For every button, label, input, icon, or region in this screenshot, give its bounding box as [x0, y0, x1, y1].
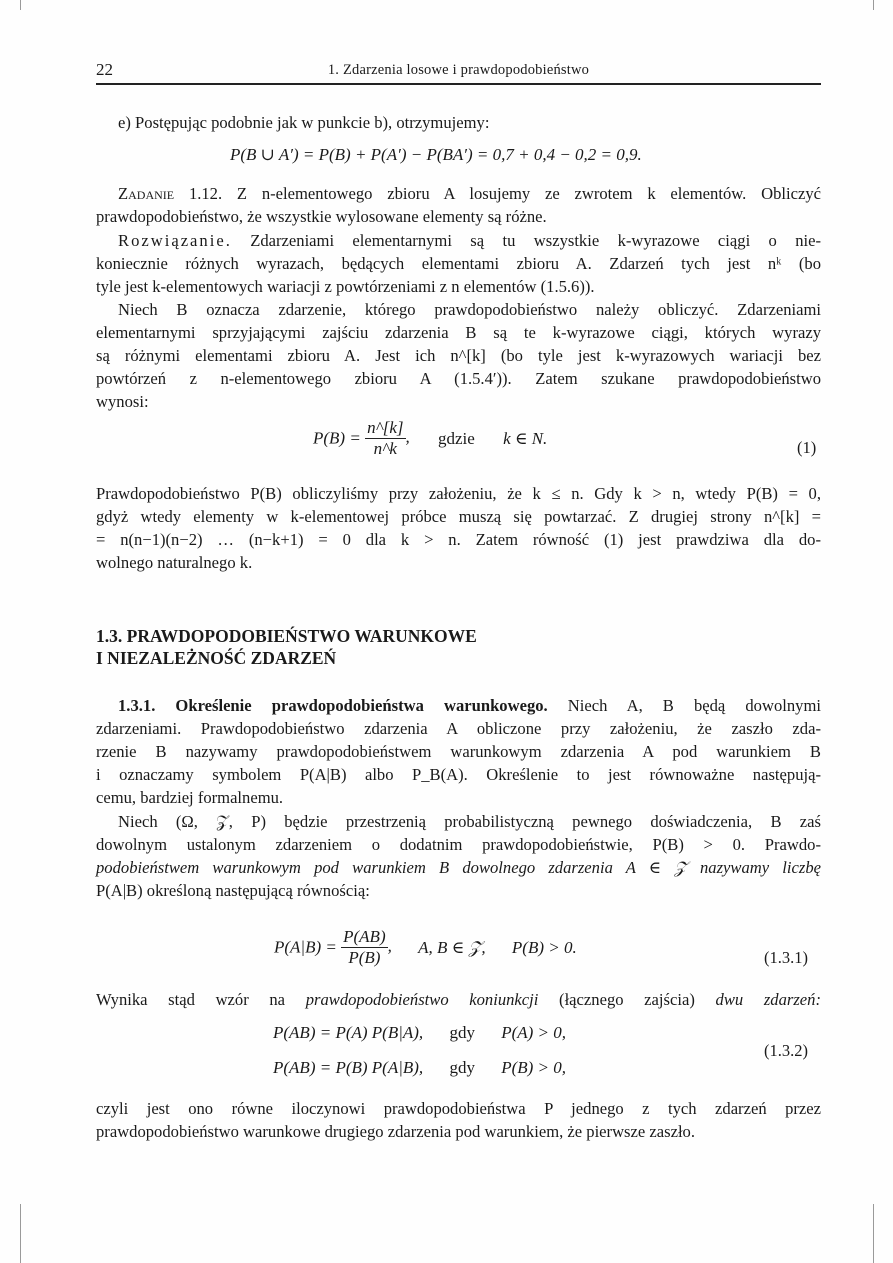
para3-line-3: = n(n−1)(n−2) … (n−k+1) = 0 dla k > n. Zatem równość (1) jest prawdziwa dla do-	[96, 530, 821, 549]
exercise-text-1: Z n-elementowego zbioru A losujemy ze zwrotem k elementów. Obliczyć	[236, 184, 821, 203]
sub3-line	[96, 988, 821, 1011]
subsection-paragraph-3	[96, 988, 821, 1011]
eq131-cond1: A, B ∈ 𝒵,	[418, 937, 486, 957]
sub-line-5: cemu, bardziej formalnemu.	[96, 788, 284, 807]
eq1-numerator: n^[k]	[367, 418, 404, 437]
term-two-events: dwu zdarzeń:	[715, 990, 821, 1009]
eq132-row1-word: gdy	[449, 1023, 475, 1042]
running-head-title: 1. Zdarzenia losowe i prawdopodobieństwo	[327, 62, 590, 78]
margin-mark-top-left	[20, 0, 21, 10]
part-e-intro-text: e) Postępując podobnie jak w punkcie b), otrzymujemy:	[118, 113, 490, 132]
part-e-equation	[230, 145, 642, 165]
para2-line-4: powtórzeń z n-elementowego zbioru A (1.5.4′)). Zatem szukane prawdopodobieństwo	[96, 369, 821, 388]
eq131-fraction	[341, 927, 387, 968]
exercise-label: Zadanie	[118, 184, 175, 203]
eq132-row1-formula: P(AB) = P(A) P(B|A),	[273, 1023, 424, 1042]
equation-1: P(B) = $\frac{n\^{}[k]}{n\^{}k}$ , gdzie k ∈ N.	[313, 418, 548, 458]
exercise-block	[96, 182, 821, 228]
sub4-line-2: prawdopodobieństwo warunkowe drugiego zdarzenia pod warunkiem, że pierwsze zaszło.	[96, 1122, 696, 1141]
subsection-paragraph-4	[96, 1097, 821, 1143]
equation-1-number: (1)	[797, 438, 817, 457]
header-rule	[96, 83, 821, 85]
para3-line-4: wolnego naturalnego k.	[96, 553, 253, 572]
para2-line-2: elementarnymi sprzyjającymi zajściu zdarzenia B są te k-wyrazowe ciągi, których wyrazy	[96, 323, 821, 342]
solution-text-1: Zdarzeniami elementarnymi są tu wszystkie k-wyrazowe ciągi o nie-	[250, 231, 822, 250]
section-heading-line-1: 1.3. PRAWDOPODOBIEŃSTWO WARUNKOWE	[96, 626, 477, 646]
eq131-cond2: P(B) > 0.	[511, 937, 577, 957]
section-heading	[96, 625, 477, 669]
exercise-number: 1.12.	[188, 184, 223, 203]
eq1-condition: k ∈ N.	[503, 428, 548, 448]
sub3-prefix: Wynika stąd wzór na	[96, 990, 286, 1009]
para2-line-5: wynosi:	[96, 392, 149, 411]
sub-line-1	[96, 694, 821, 717]
solution-line-3: tyle jest k-elementowych wariacji z powtórzeniami z n elementów (1.5.6)).	[96, 277, 595, 296]
solution-line-2: koniecznie różnych wyrazach, będących elementami zbioru A. Zdarzeń tych jest nᵏ (bo	[96, 254, 821, 273]
margin-mark-bottom-right	[873, 1204, 874, 1263]
equation-1-3-1: P(A|B) = $\frac{P(AB)}{P(B)}$ , A, B ∈ 𝒵, P(B) > 0.	[274, 927, 577, 967]
equation-1-3-2-row-2	[273, 1058, 566, 1078]
eq1-fraction	[365, 418, 405, 459]
eq131-lhs: P(A|B) =	[274, 937, 337, 957]
eq132-row2-condition: P(B) > 0,	[501, 1058, 566, 1077]
subsection-paragraph-2	[96, 810, 821, 902]
equation-1-3-2-number: (1.3.2)	[764, 1041, 808, 1060]
sub2-line-2: dowolnym ustalonym zdarzeniem o dodatnim prawdopodobieństwie, P(B) > 0. Prawdo-	[96, 835, 821, 854]
sub2-line-1: Niech (Ω, 𝒵, P) będzie przestrzenią probabilistyczną pewnego doświadczenia, B zaś	[118, 812, 821, 831]
part-e-intro	[118, 111, 818, 134]
eq131-denominator: P(B)	[348, 948, 381, 967]
sub2-line-4: P(A|B) określoną następującą równością:	[96, 881, 370, 900]
eq1-denominator: n^k	[373, 439, 397, 458]
sub3-middle: (łącznego zajścia)	[559, 990, 695, 1009]
margin-mark-bottom-left	[20, 1204, 21, 1263]
sub-line-3: rzenie B nazywamy prawdopodobieństwem warunkowym zdarzenia A pod warunkiem B	[96, 742, 821, 761]
para2-line-1: Niech B oznacza zdarzenie, którego prawdopodobieństwo należy obliczyć. Zdarzeniami	[118, 300, 821, 319]
subsection-paragraph-1	[96, 694, 821, 809]
page-number: 22	[96, 60, 113, 79]
sub2-line-3: podobieństwem warunkowym pod warunkiem B dowolnego zdarzenia A ∈ 𝒵 nazywamy liczbę	[96, 858, 821, 877]
sub-text-1: Niech A, B będą dowolnymi	[567, 696, 821, 715]
subsection-title: 1.3.1. Określenie prawdopodobieństwa warunkowego.	[118, 696, 548, 715]
running-header	[96, 58, 821, 82]
eq1-lhs: P(B) =	[313, 428, 361, 448]
para2-line-3: są różnymi elementami zbioru A. Jest ich n^[k] (bo tyle jest k-wyrazowych wariacji bez	[96, 346, 821, 365]
part-e-equation-text: P(B ∪ A′) = P(B) + P(A′) − P(BA′) = 0,7 + 0,4 − 0,2 = 0,9.	[230, 145, 642, 164]
eq132-row1-condition: P(A) > 0,	[501, 1023, 566, 1042]
eq132-row2-word: gdy	[449, 1058, 475, 1077]
para3-line-2: gdyż wtedy elementy w k-elementowej próbce muszą się powtarzać. Z drugiej strony n^[k] =	[96, 507, 821, 526]
eq131-numerator: P(AB)	[343, 927, 386, 946]
solution-paragraph-2	[96, 298, 821, 413]
exercise-line-2: prawdopodobieństwo, że wszystkie wylosowane elementy są różne.	[96, 207, 547, 226]
sub-line-4: i oznaczamy symbolem P(A|B) albo P_B(A). Określenie to jest równoważne następują-	[96, 765, 821, 784]
solution-paragraph-1	[96, 229, 821, 298]
sub-line-2: zdarzeniami. Prawdopodobieństwo zdarzenia A obliczone przy założeniu, że zaszło zda-	[96, 719, 821, 738]
solution-label: Rozwiązanie.	[118, 231, 232, 250]
solution-paragraph-3	[96, 482, 821, 574]
exercise-line-1	[96, 182, 821, 205]
para3-line-1: Prawdopodobieństwo P(B) obliczyliśmy przy założeniu, że k ≤ n. Gdy k > n, wtedy P(B) = 0,	[96, 484, 821, 503]
term-conjunction: prawdopodobieństwo koniunkcji	[305, 990, 539, 1009]
section-heading-line-2: I NIEZALEŻNOŚĆ ZDARZEŃ	[96, 648, 337, 668]
eq132-row2-formula: P(AB) = P(B) P(A|B),	[273, 1058, 424, 1077]
equation-1-3-1-number: (1.3.1)	[764, 948, 808, 967]
equation-1-3-2-row-1	[273, 1023, 566, 1043]
eq1-condition-word: gdzie	[438, 428, 475, 448]
margin-mark-top-right	[873, 0, 874, 10]
solution-line-1	[96, 229, 821, 252]
sub4-line-1: czyli jest ono równe iloczynowi prawdopodobieństwa P jednego z tych zdarzeń przez	[96, 1099, 821, 1118]
